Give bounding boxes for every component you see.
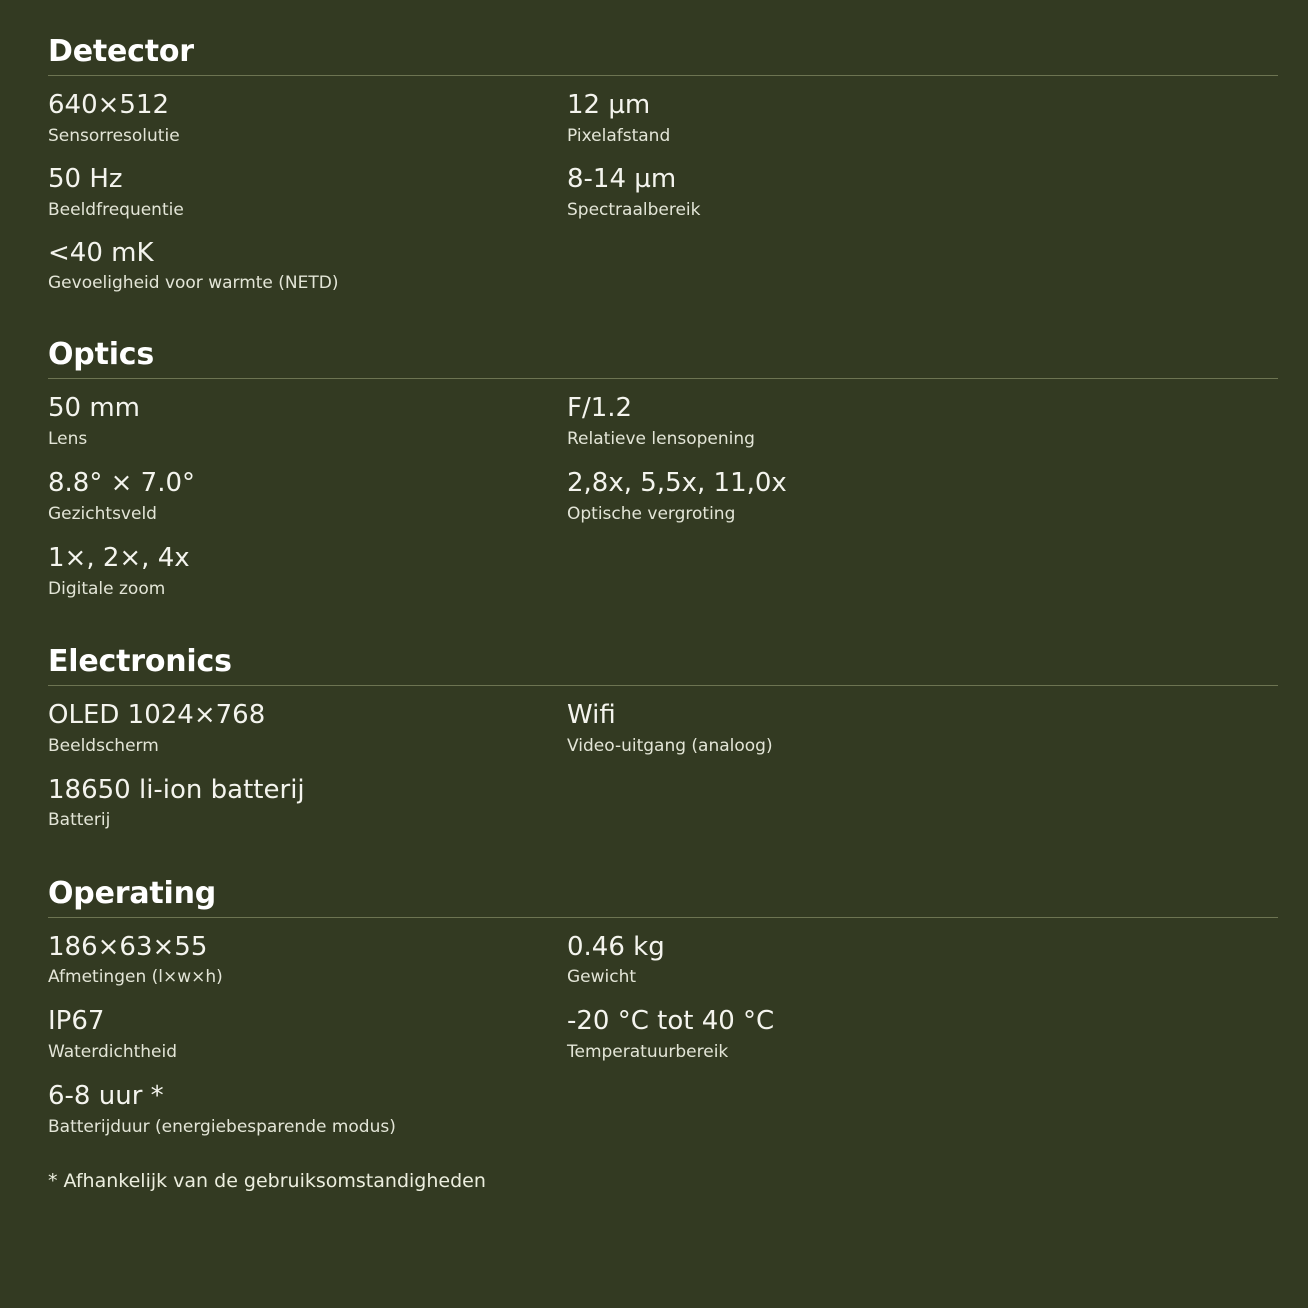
spec-value: F/1.2: [567, 393, 633, 424]
spacer: [48, 614, 1278, 644]
section-operating: [48, 876, 1278, 1152]
spec-item: [48, 389, 567, 464]
section-electronics: [48, 644, 1278, 846]
spec-grid-operating: [48, 928, 1278, 1152]
spec-value: Wifi: [567, 699, 616, 730]
spec-grid-optics: [48, 389, 1278, 613]
spec-value: 186×63×55: [48, 931, 208, 962]
section-title-detector: Detector: [48, 34, 194, 69]
spec-value: 6-8 uur *: [48, 1081, 164, 1112]
spec-grid-detector: [48, 86, 1278, 307]
spec-item: [567, 928, 1278, 1003]
spec-item: [48, 928, 567, 1003]
spec-label: Video-uitgang (analoog): [567, 735, 773, 756]
spec-label: Gezichtsveld: [48, 503, 157, 524]
spec-label: Gewicht: [567, 967, 637, 988]
spec-item: [48, 234, 567, 308]
spec-item: [567, 1002, 1278, 1077]
spec-item: [48, 539, 567, 614]
spec-value: <40 mK: [48, 237, 154, 268]
spec-value: 8.8° × 7.0°: [48, 468, 196, 499]
spec-label: Beeldfrequentie: [48, 199, 184, 220]
spec-value: 50 Hz: [48, 163, 123, 194]
spec-label: Waterdichtheid: [48, 1042, 178, 1063]
spec-label: Batterij: [48, 810, 111, 831]
section-divider: [48, 685, 1278, 686]
section-optics: [48, 337, 1278, 613]
spec-label: Lens: [48, 429, 88, 450]
spec-item: [48, 1077, 567, 1152]
section-divider: [48, 378, 1278, 379]
spec-item: [48, 160, 567, 234]
spec-item: [567, 464, 1278, 539]
spec-label: Sensorresolutie: [48, 125, 180, 146]
spec-grid-electronics: [48, 696, 1278, 846]
spec-label: Afmetingen (l×w×h): [48, 967, 223, 988]
spec-value: 50 mm: [48, 393, 141, 424]
spec-value: OLED 1024×768: [48, 699, 266, 730]
spec-value: 18650 li-ion batterij: [48, 774, 305, 805]
spec-item: [567, 389, 1278, 464]
spec-value: 2,8x, 5,5x, 11,0x: [567, 468, 787, 499]
spec-item: [48, 771, 567, 846]
spec-label: Gevoeligheid voor warmte (NETD): [48, 273, 339, 294]
spacer: [48, 307, 1278, 337]
spec-label: Optische vergroting: [567, 503, 736, 524]
footnote: * Afhankelijk van de gebruiksomstandigheden: [48, 1169, 486, 1192]
spec-label: Batterijduur (energiebesparende modus): [48, 1116, 396, 1137]
section-divider: [48, 917, 1278, 918]
spec-value: IP67: [48, 1006, 105, 1037]
spec-label: Spectraalbereik: [567, 199, 701, 220]
spec-item: [567, 696, 1278, 771]
spec-value: 12 µm: [567, 90, 651, 120]
spec-label: Beeldscherm: [48, 735, 159, 756]
spec-value: -20 °C tot 40 °C: [567, 1006, 775, 1037]
spec-label: Relatieve lensopening: [567, 429, 755, 450]
spec-value: 640×512: [48, 90, 170, 120]
spacer: [48, 846, 1278, 876]
spec-value: 1×, 2×, 4x: [48, 543, 190, 574]
spec-item: [567, 86, 1278, 160]
spec-value: 8-14 µm: [567, 163, 677, 194]
spec-label: Temperatuurbereik: [567, 1042, 729, 1063]
spec-item: [48, 86, 567, 160]
spec-item: [48, 696, 567, 771]
spec-value: 0.46 kg: [567, 931, 665, 962]
spec-item: [48, 464, 567, 539]
section-divider: [48, 75, 1278, 76]
spec-item: [567, 160, 1278, 234]
spec-item: [48, 1002, 567, 1077]
section-title-optics: Optics: [48, 337, 155, 373]
spec-label: Digitale zoom: [48, 578, 166, 599]
spec-label: Pixelafstand: [567, 125, 671, 146]
section-title-operating: Operating: [48, 875, 217, 911]
section-detector: [48, 34, 1278, 307]
section-title-electronics: Electronics: [48, 643, 232, 679]
